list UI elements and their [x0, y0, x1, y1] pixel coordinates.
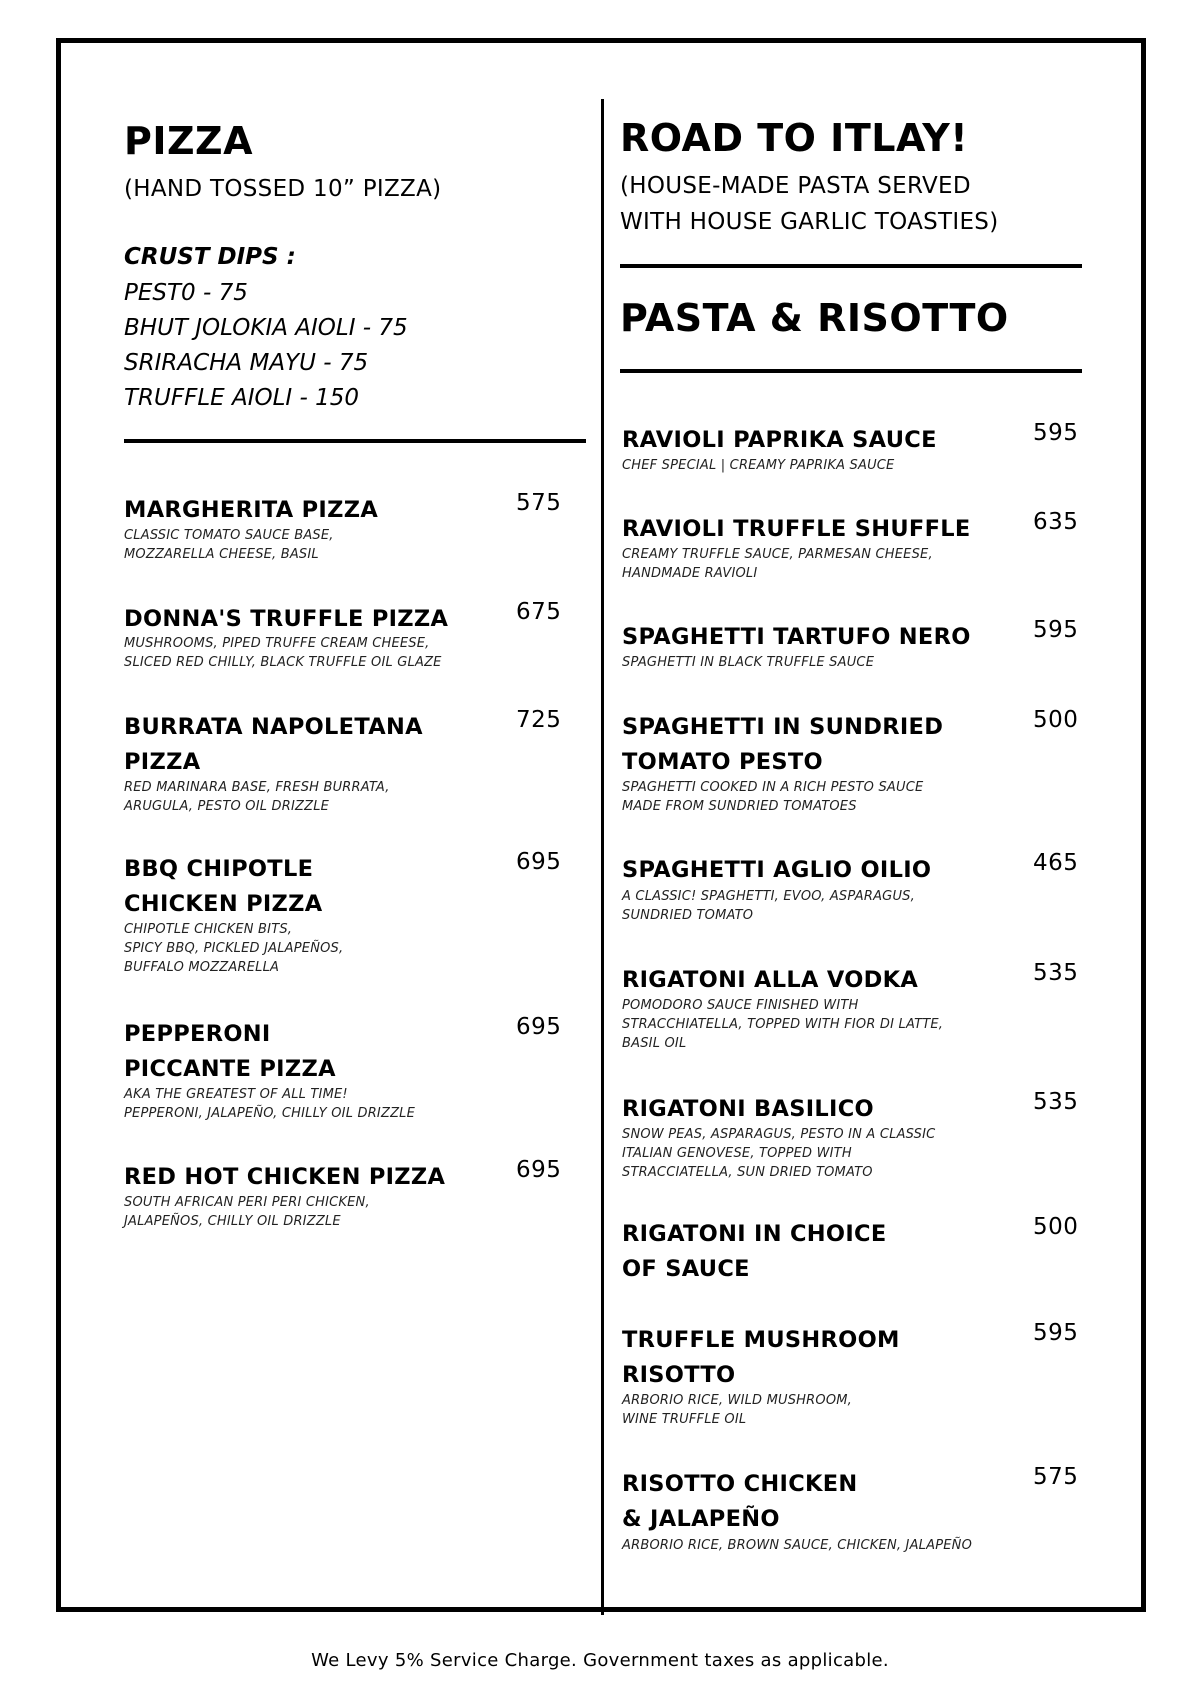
menu-item-price: 695 — [516, 849, 562, 875]
menu-item-name: PEPPERONI PICCANTE PIZZA — [124, 1021, 336, 1082]
pasta-section-title: PASTA & RISOTTO — [620, 296, 1009, 340]
menu-item-description: MUSHROOMS, PIPED TRUFFE CREAM CHEESE, SLICED RED CHILLY, BLACK TRUFFLE OIL GLAZE — [124, 636, 442, 670]
crust-dips-list — [124, 276, 408, 416]
crust-dip: BHUT JOLOKIA AIOLI - 75 — [124, 315, 408, 341]
menu-item-price: 500 — [1033, 707, 1079, 733]
menu-item-price: 595 — [1033, 1320, 1079, 1346]
menu-item-price: 465 — [1033, 850, 1079, 876]
menu-item-description: CREAMY TRUFFLE SAUCE, PARMESAN CHEESE, HANDMADE RAVIOLI — [622, 547, 933, 581]
pasta-title: ROAD TO ITLAY! — [620, 116, 969, 160]
pasta-top-rule — [620, 264, 1082, 268]
menu-item-name: SPAGHETTI AGLIO OILIO — [622, 857, 932, 883]
menu-item-description: SNOW PEAS, ASPARAGUS, PESTO IN A CLASSIC ITALIAN GENOVESE, TOPPED WITH STRACCIATELLA, SUN DRIED TOMATO — [622, 1127, 936, 1180]
pizza-subtitle: (HAND TOSSED 10” PIZZA) — [124, 176, 442, 202]
menu-item-description: ARBORIO RICE, BROWN SAUCE, CHICKEN, JALAPEÑO — [622, 1538, 973, 1553]
menu-item-name: RIGATONI BASILICO — [622, 1096, 874, 1122]
pasta-section-rule — [620, 369, 1082, 373]
menu-item-name: RAVIOLI TRUFFLE SHUFFLE — [622, 516, 971, 542]
menu-item-description: CHEF SPECIAL | CREAMY PAPRIKA SAUCE — [622, 458, 895, 473]
menu-item-name: RED HOT CHICKEN PIZZA — [124, 1164, 446, 1190]
menu-item-price: 695 — [516, 1014, 562, 1040]
pasta-subtitle: (HOUSE-MADE PASTA SERVED WITH HOUSE GARLIC TOASTIES) — [620, 173, 999, 235]
menu-item-description: CLASSIC TOMATO SAUCE BASE, MOZZARELLA CHEESE, BASIL — [124, 528, 334, 562]
menu-item-name: BBQ CHIPOTLE CHICKEN PIZZA — [124, 856, 323, 917]
menu-item-description: RED MARINARA BASE, FRESH BURRATA, ARUGULA, PESTO OIL DRIZZLE — [124, 780, 390, 814]
menu-item-price: 675 — [516, 599, 562, 625]
menu-item-price: 595 — [1033, 617, 1079, 643]
menu-item-name: RAVIOLI PAPRIKA SAUCE — [622, 427, 937, 453]
menu-item-price: 575 — [1033, 1464, 1079, 1490]
menu-item-price: 595 — [1033, 420, 1079, 446]
menu-item-description: A CLASSIC! SPAGHETTI, EVOO, ASPARAGUS, SUNDRIED TOMATO — [622, 889, 915, 923]
menu-item-price: 635 — [1033, 509, 1079, 535]
menu-item-description: SPAGHETTI COOKED IN A RICH PESTO SAUCE MADE FROM SUNDRIED TOMATOES — [622, 780, 924, 814]
service-charge-note: We Levy 5% Service Charge. Government taxes as applicable. — [311, 1650, 889, 1671]
menu-item-price: 500 — [1033, 1214, 1079, 1240]
menu-item-name: BURRATA NAPOLETANA PIZZA — [124, 714, 423, 775]
menu-item-name: RISOTTO CHICKEN & JALAPEÑO — [622, 1471, 858, 1532]
pizza-rule — [124, 439, 586, 443]
menu-item-price: 575 — [516, 490, 562, 516]
column-divider — [601, 99, 604, 1615]
menu-item-name: MARGHERITA PIZZA — [124, 497, 379, 523]
crust-dip: TRUFFLE AIOLI - 150 — [124, 385, 360, 411]
menu-item-description: CHIPOTLE CHICKEN BITS, SPICY BBQ, PICKLED JALAPEÑOS, BUFFALO MOZZARELLA — [124, 922, 344, 975]
menu-item-name: RIGATONI ALLA VODKA — [622, 967, 919, 993]
pizza-title: PIZZA — [124, 119, 254, 163]
menu-item-name: DONNA'S TRUFFLE PIZZA — [124, 606, 449, 632]
menu-item-description: SPAGHETTI IN BLACK TRUFFLE SAUCE — [622, 655, 875, 670]
menu-item-description: AKA THE GREATEST OF ALL TIME! PEPPERONI, JALAPEÑO, CHILLY OIL DRIZZLE — [124, 1087, 416, 1121]
menu-item-price: 535 — [1033, 1089, 1079, 1115]
crust-dip: PEST0 - 75 — [124, 280, 248, 306]
menu-item-description: ARBORIO RICE, WILD MUSHROOM, WINE TRUFFLE OIL — [622, 1393, 853, 1427]
menu-item-name: TRUFFLE MUSHROOM RISOTTO — [622, 1327, 900, 1388]
menu-item-description: POMODORO SAUCE FINISHED WITH STRACCHIATELLA, TOPPED WITH FIOR DI LATTE, BASIL OIL — [622, 998, 944, 1051]
menu-item-name: RIGATONI IN CHOICE OF SAUCE — [622, 1221, 887, 1282]
crust-dips-heading: CRUST DIPS : — [124, 244, 296, 270]
menu-item-name: SPAGHETTI TARTUFO NERO — [622, 624, 971, 650]
crust-dip: SRIRACHA MAYU - 75 — [124, 350, 369, 376]
menu-item-price: 535 — [1033, 960, 1079, 986]
menu-item-description: SOUTH AFRICAN PERI PERI CHICKEN, JALAPEÑOS, CHILLY OIL DRIZZLE — [124, 1195, 370, 1229]
menu-item-price: 725 — [516, 707, 562, 733]
menu-item-price: 695 — [516, 1157, 562, 1183]
menu-item-name: SPAGHETTI IN SUNDRIED TOMATO PESTO — [622, 714, 944, 775]
